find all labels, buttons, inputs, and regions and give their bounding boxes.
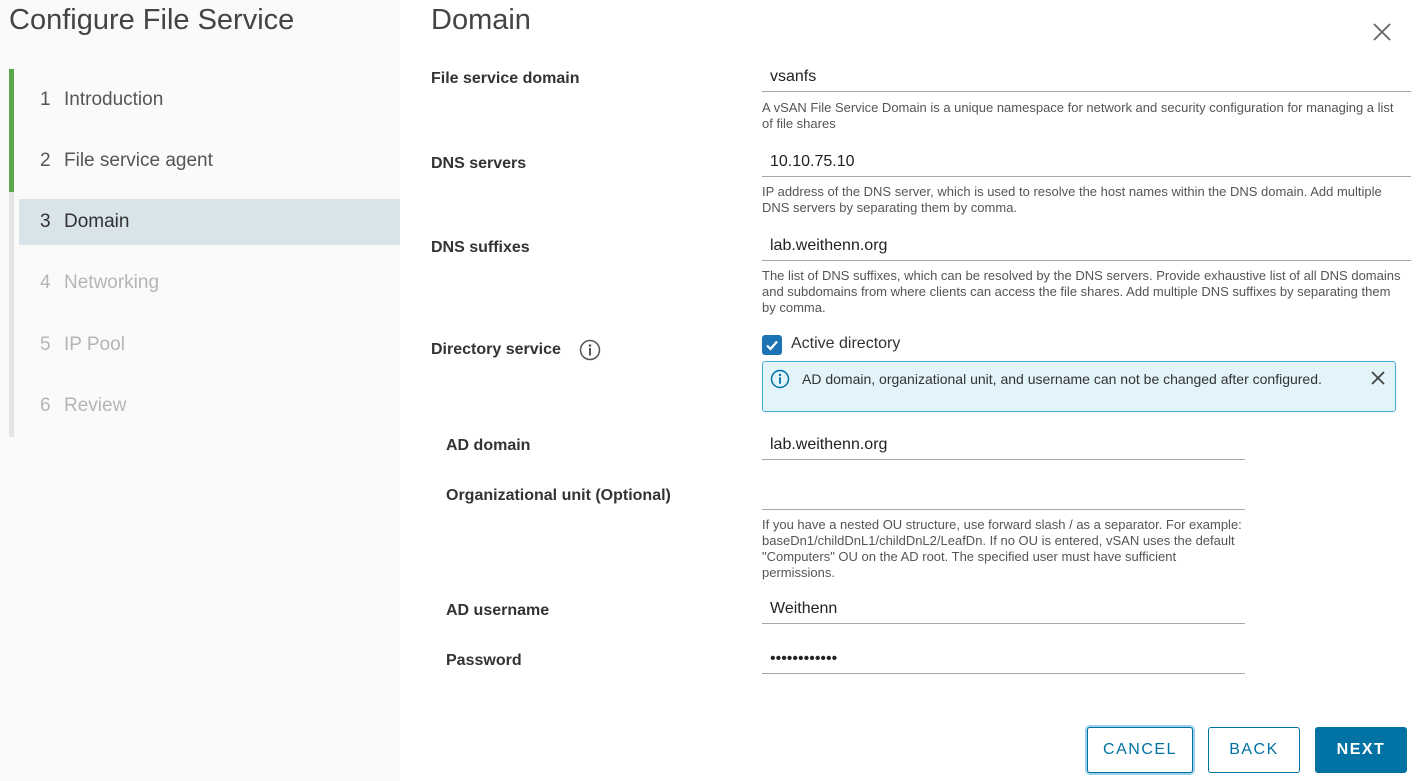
- alert-message: AD domain, organizational unit, and username can not be changed after configured.: [802, 371, 1322, 387]
- info-icon[interactable]: [579, 339, 601, 361]
- ad-domain-input[interactable]: [762, 430, 1245, 460]
- back-button[interactable]: BACK: [1208, 727, 1300, 773]
- step-label: Networking: [64, 272, 160, 293]
- file-service-domain-input[interactable]: [762, 62, 1411, 92]
- wizard-sidebar: [0, 0, 400, 781]
- page-title: Domain: [431, 4, 531, 36]
- dns-servers-input[interactable]: [762, 147, 1411, 177]
- steps-progress-completed: [9, 69, 14, 192]
- step-label: IP Pool: [64, 334, 125, 355]
- step-number: 6: [40, 395, 51, 416]
- step-label: File service agent: [64, 150, 213, 171]
- step-number: 2: [40, 150, 51, 171]
- dns-suffixes-input[interactable]: [762, 231, 1411, 261]
- checkmark-icon: [765, 338, 779, 352]
- dns-suffixes-label: DNS suffixes: [431, 239, 530, 256]
- organizational-unit-label: Organizational unit (Optional): [446, 487, 671, 504]
- wizard-title: Configure File Service: [9, 4, 295, 36]
- dns-servers-label: DNS servers: [431, 155, 527, 172]
- step-label: Review: [64, 395, 127, 416]
- ad-username-input[interactable]: [762, 594, 1245, 624]
- cancel-button[interactable]: CANCEL: [1087, 727, 1193, 773]
- file-service-domain-label: File service domain: [431, 70, 580, 87]
- main-panel: [400, 0, 1417, 781]
- ad-username-label: AD username: [446, 602, 550, 619]
- step-label: Introduction: [64, 89, 164, 110]
- dns-suffixes-help: The list of DNS suffixes, which can be resolved by the DNS servers. Provide exhaustive list of all DNS domains and subdomains from where clients can access the file shares. Add multiple DNS suffixes by separating them by comma.: [762, 268, 1401, 315]
- organizational-unit-help: If you have a nested OU structure, use forward slash / as a separator. For example: baseDn1/childDnL1/childDnL2/LeafDn. If no OU is entered, vSAN uses the default "Computers" OU on the AD root. The specified user must have sufficient permissions.: [762, 517, 1242, 580]
- step-number: 1: [40, 89, 51, 110]
- info-alert: [762, 361, 1396, 412]
- ad-domain-label: AD domain: [446, 437, 531, 454]
- next-button[interactable]: NEXT: [1315, 727, 1407, 773]
- active-directory-checkbox[interactable]: [762, 335, 782, 355]
- alert-close-icon[interactable]: [1369, 369, 1387, 387]
- step-number: 3: [40, 211, 51, 232]
- step-networking: [19, 260, 400, 306]
- directory-service-label: Directory service: [431, 341, 561, 358]
- step-file-service-agent[interactable]: [19, 138, 400, 184]
- password-label: Password: [446, 652, 522, 669]
- info-circle-icon: [770, 369, 790, 389]
- step-domain[interactable]: [19, 199, 400, 245]
- close-icon[interactable]: [1370, 20, 1394, 44]
- password-input[interactable]: [762, 644, 1245, 674]
- file-service-domain-help: A vSAN File Service Domain is a unique namespace for network and security configuration for managing a list of file shares: [762, 100, 1394, 131]
- dns-servers-help: IP address of the DNS server, which is used to resolve the host names within the DNS domain. Add multiple DNS servers by separating them by comma.: [762, 184, 1382, 215]
- step-label: Domain: [64, 211, 130, 232]
- step-review: [19, 383, 400, 429]
- organizational-unit-input[interactable]: [762, 480, 1245, 510]
- step-number: 5: [40, 334, 51, 355]
- step-ip-pool: [19, 322, 400, 368]
- step-number: 4: [40, 272, 51, 293]
- active-directory-label[interactable]: Active directory: [791, 335, 901, 352]
- step-introduction[interactable]: [19, 77, 400, 123]
